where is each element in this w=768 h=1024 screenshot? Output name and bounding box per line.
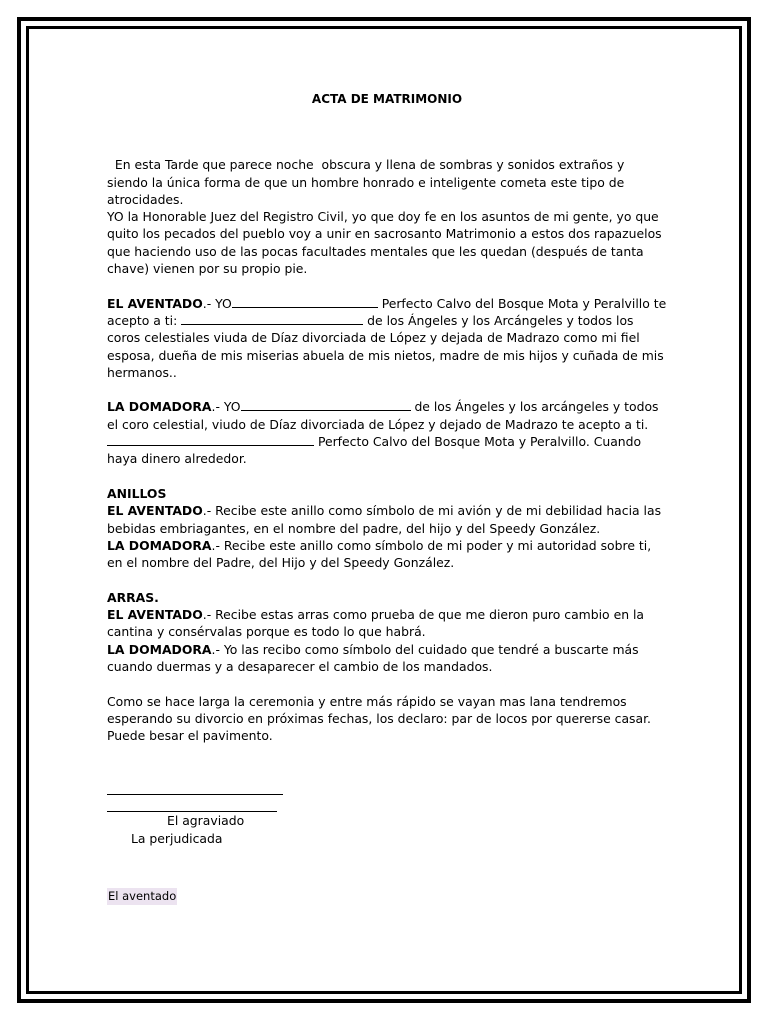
anillos-heading: ANILLOS: [107, 485, 167, 501]
document-body: [107, 91, 667, 905]
intro-paragraph: En esta Tarde que parece noche obscura y llena de sombras y sonidos extraños y siendo la única forma de que un hombre honrado e inteligente cometa este tipo de atrocidades.: [107, 157, 629, 207]
aventado-vow: EL AVENTADO.- YO Perfecto Calvo del Bosque Mota y Peralvillo te acepto a ti: de los Ángeles y los Arcángeles y todos los coros celestiales viuda de Díaz divorciada de López y dejada de Madrazo como mi fiel esposa, dueña de mis miserias abuela de mis nietos, madre de mis hijos y cuñada de mis hermanos..: [107, 295, 667, 380]
domadora-vow: LA DOMADORA.- YO de los Ángeles y los arcángeles y todos el coro celestial, viudo de Díaz divorciada de López y dejado de Madrazo te acepto a ti.: [107, 399, 659, 432]
signature-line[interactable]: [107, 782, 283, 795]
domadora-label: LA DOMADORA: [107, 399, 212, 415]
highlighted-text: El aventado: [107, 888, 177, 905]
arras-aventado: EL AVENTADO.- Recibe estas arras como prueba de que me dieron puro cambio en la cantina y consérvalas porque es todo lo que habrá.: [107, 607, 645, 640]
domadora-vow-cont: Perfecto Calvo del Bosque Mota y Peralvillo. Cuando haya dinero alrededor.: [107, 434, 642, 467]
anillos-domadora: LA DOMADORA.- Recibe este anillo como símbolo de mi poder y mi autoridad sobre ti, en el nombre del Padre, del Hijo y del Speedy González.: [107, 537, 652, 571]
closing-paragraph: Como se hace larga la ceremonia y entre más rápido se vayan mas lana tendremos esperando su divorcio en próximas fechas, los declaro: par de locos por quererse casar.: [107, 693, 651, 726]
footer-note: [107, 887, 667, 905]
signature-line[interactable]: [107, 799, 277, 812]
signature-label-perjudicada: La perjudicada: [131, 830, 223, 846]
name-blank[interactable]: [241, 398, 411, 411]
name-blank[interactable]: [232, 295, 378, 308]
aventado-label: EL AVENTADO: [107, 295, 203, 311]
judge-paragraph: YO la Honorable Juez del Registro Civil, yo que doy fe en los asuntos de mi gente, yo que quito los pecados del pueblo voy a unir en sacrosanto Matrimonio a estos dos rapazuelos que haciendo uso de las pocas facultades mentales que les quedan (después de tanta chave) vienen por su propio pie.: [107, 209, 662, 277]
name-blank[interactable]: [107, 433, 314, 446]
arras-heading: ARRAS.: [107, 589, 159, 605]
kiss-line: Puede besar el pavimento.: [107, 728, 273, 744]
anillos-aventado: EL AVENTADO.- Recibe este anillo como símbolo de mi avión y de mi debilidad hacia las bebidas embriagantes, en el nombre del padre, del hijo y del Speedy González.: [107, 503, 662, 536]
arras-domadora: LA DOMADORA.- Yo las recibo como símbolo del cuidado que tendré a buscarte más cuando duermas y a desaparecer el cambio de los mandados.: [107, 641, 639, 674]
name-blank[interactable]: [181, 312, 363, 325]
signature-label-agraviado: El agraviado: [167, 813, 245, 829]
document-title: ACTA DE MATRIMONIO: [311, 92, 463, 106]
